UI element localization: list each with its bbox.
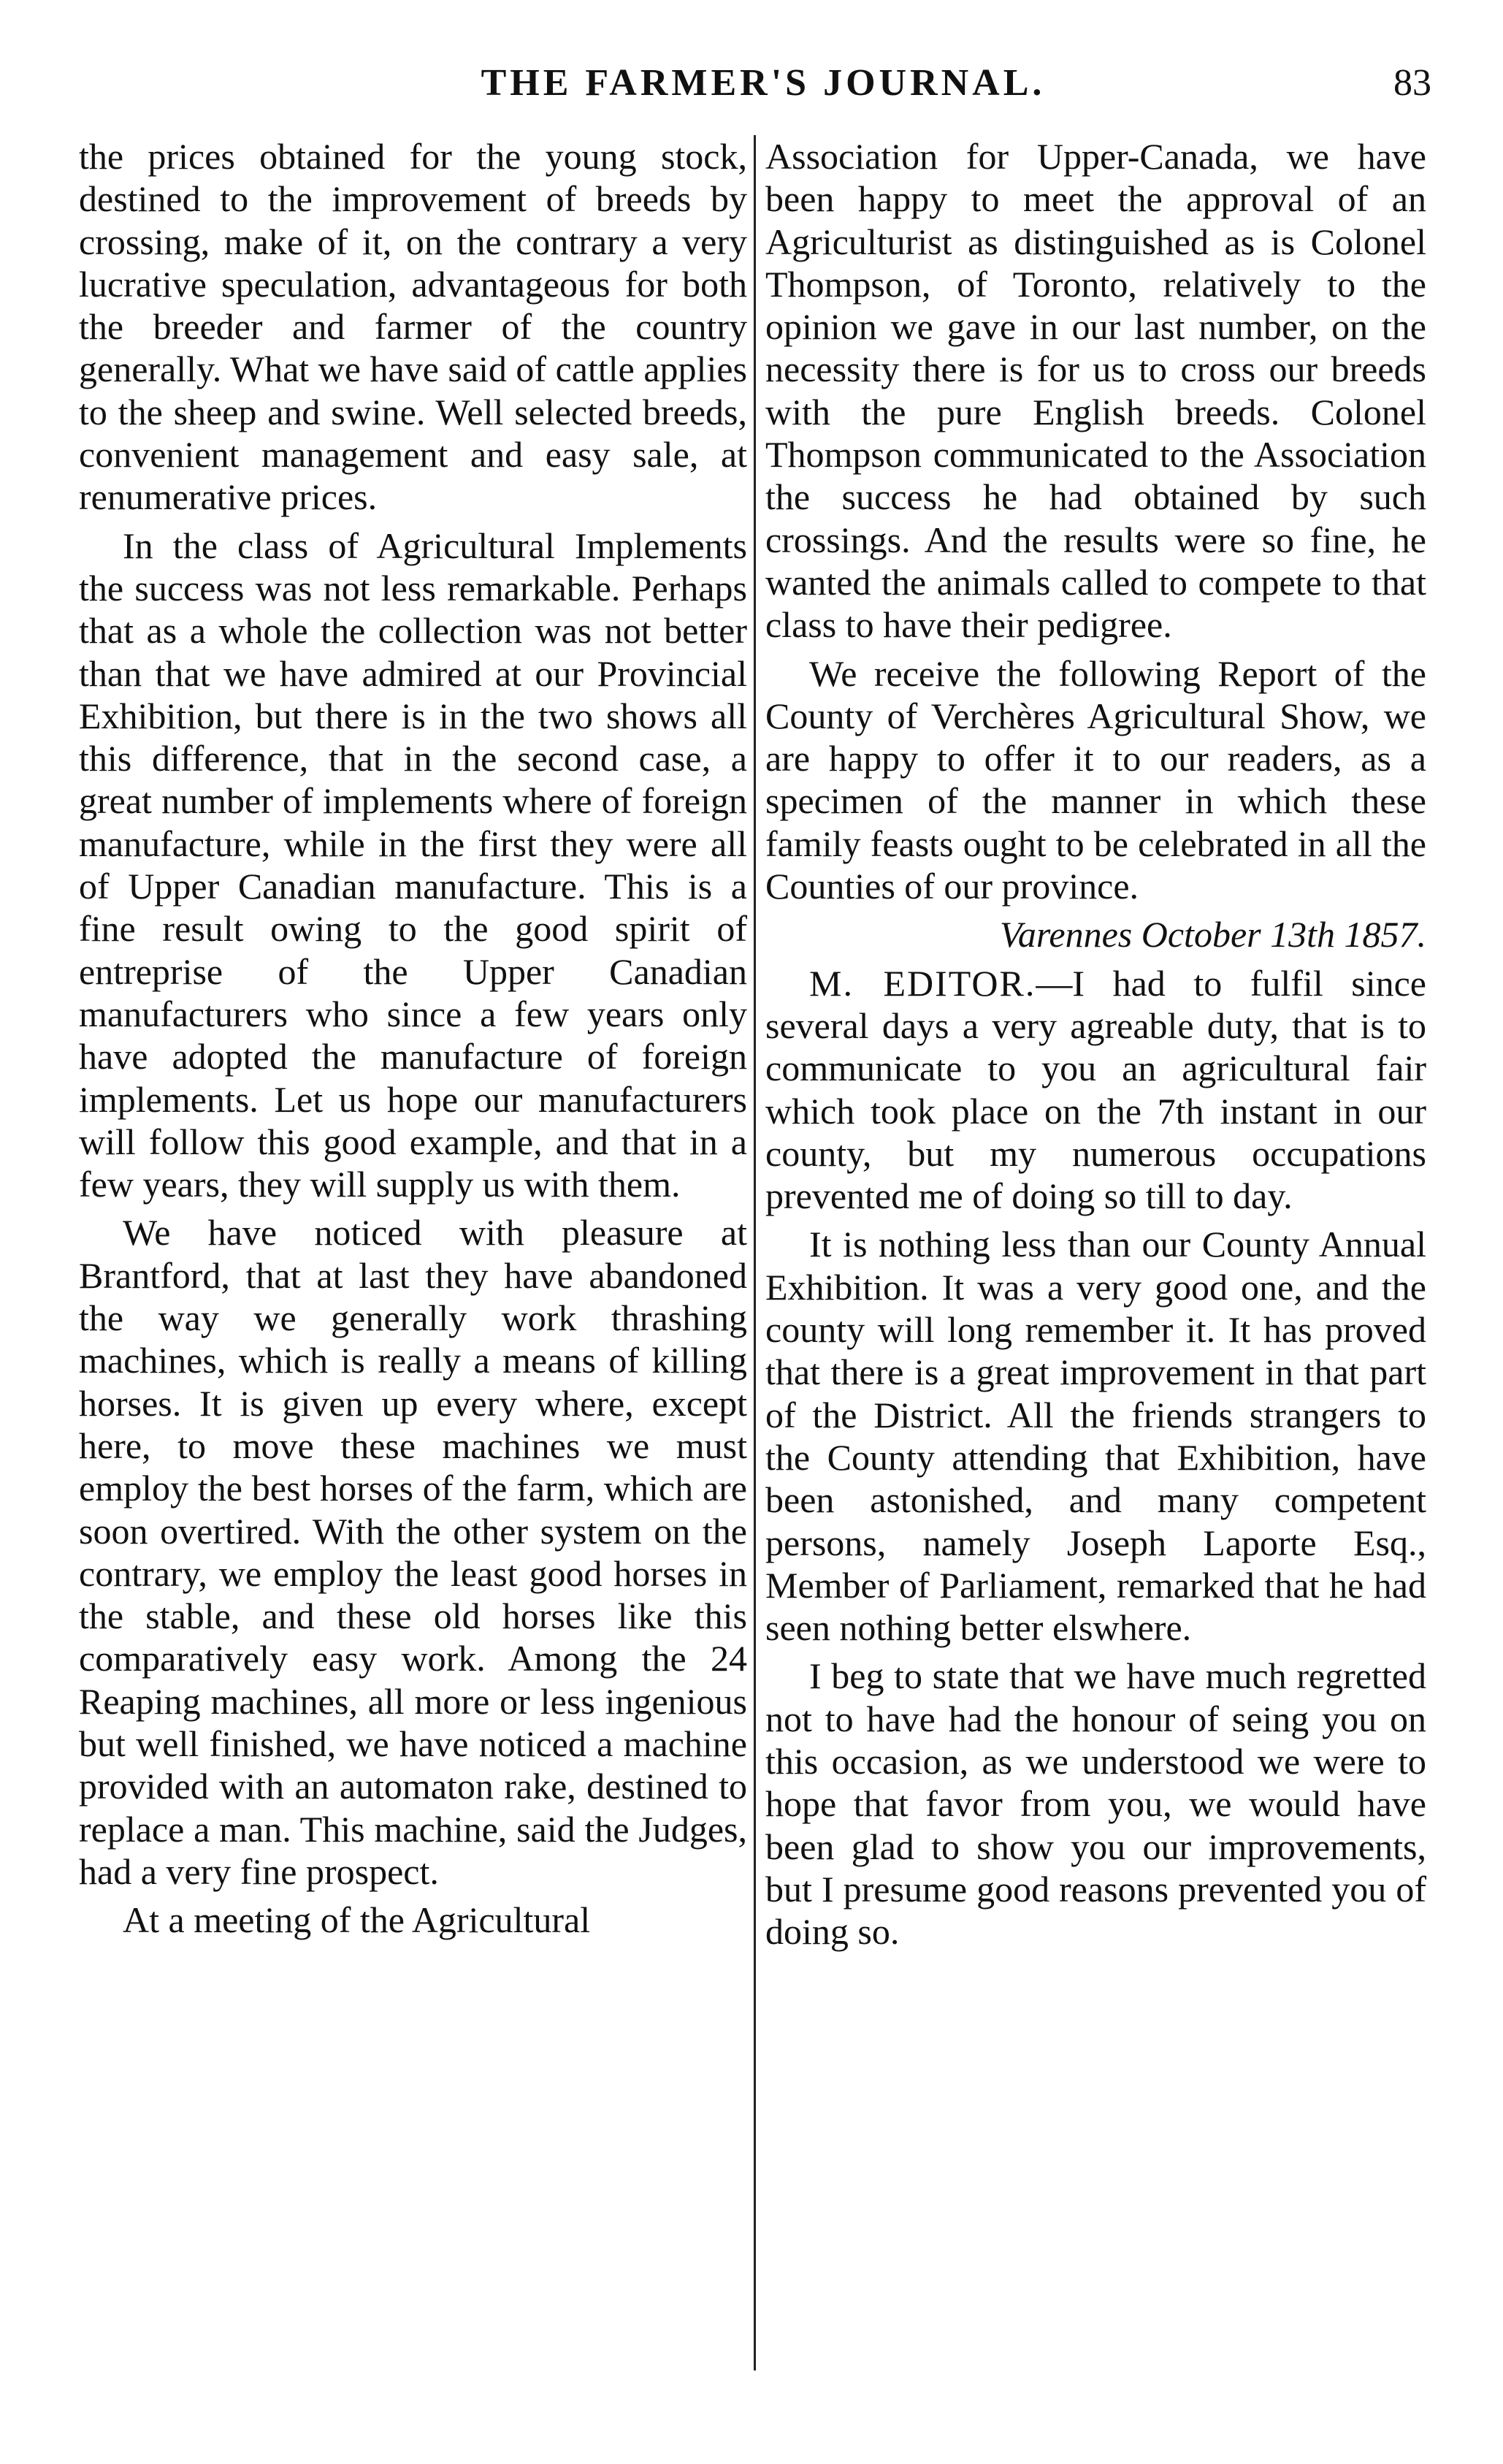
- paragraph: In the class of Agricultural Implements the success was not less remarkable. Perhaps that as a whole the collection was not better than that we have admired at our Provincial Exhibition, but there is in the two shows all this difference, that in the second case, a great number of implements where of foreign manufacture, while in the first they were all of Upper Canadian manufacture. This is a fine result owing to the good spirit of entreprise of the Upper Canadian manufacturers who since a few years only have adopted the manufacture of foreign implements. Let us hope our manufacturers will follow this good example, and that in a few years, they will supply us with them.: [79, 525, 747, 1205]
- paragraph: We receive the following Report of the County of Verchères Agricultural Show, we are happy to offer it to our readers, as a specimen of the manner in which these family feasts ought to be celebrated in all the Counties of our province.: [765, 652, 1426, 907]
- column-divider: [754, 135, 756, 2370]
- paragraph: I beg to state that we have much regretted not to have had the honour of seing you on this occasion, as we understood we were to hope that favor from you, we would have been glad to show you our improvements, but I presume good reasons prevented you of doing so.: [765, 1655, 1426, 1953]
- paragraph: [765, 962, 1426, 1218]
- letter-salutation: M. EDITOR.: [809, 962, 1036, 1004]
- paragraph: We have noticed with pleasure at Brantford, that at last they have abandoned the way we generally work thrashing machines, which is really a means of killing horses. It is given up every where, except here, to move these machines we must employ the best horses of the farm, which are soon overtired. With the other system on the contrary, we employ the least good horses in the stable, and these old horses like this comparatively easy work. Among the 24 Reaping machines, all more or less ingenious but well finished, we have noticed a machine provided with an automaton rake, destined to replace a man. This machine, said the Judges, had a very fine prospect.: [79, 1212, 747, 1892]
- paragraph: the prices obtained for the young stock, destined to the improvement of breeds by crossing, make of it, on the contrary a very lucrative speculation, advantageous for both the breeder and farmer of the country generally. What we have said of cattle applies to the sheep and swine. Well selected breeds, convenient management and easy sale, at renumerative prices.: [79, 136, 747, 518]
- right-column: [765, 135, 1426, 1953]
- page-number: 83: [1393, 62, 1431, 104]
- letter-dateline: Varennes October 13th 1857.: [999, 914, 1426, 956]
- running-head: THE FARMER'S JOURNAL.: [481, 62, 1046, 104]
- left-column: [79, 135, 747, 1941]
- letter-opening: —I had to fulfil since several days a very agreable duty, that is to communicate to you an agricultural fair which took place on the 7th instant in our county, but my numerous occupations prevented me of doing so till to day.: [765, 962, 1427, 1217]
- paragraph: It is nothing less than our County Annual Exhibition. It was a very good one, and the county will long remember it. It has proved that there is a great improvement in that part of the District. All the friends strangers to the County attending that Exhibition, have been astonished, and many competent persons, namely Joseph Laporte Esq., Member of Parliament, remarked that he had seen nothing better elswhere.: [765, 1224, 1426, 1649]
- page-header: [73, 57, 1453, 123]
- paragraph: At a meeting of the Agricultural: [123, 1899, 591, 1941]
- paragraph: Association for Upper-Canada, we have been happy to meet the approval of an Agriculturist as distinguished as is Colonel Thompson, of Toronto, relatively to the opinion we gave in our last number, on the necessity there is for us to cross our breeds with the pure English breeds. Colonel Thompson communicated to the Association the success he had obtained by such crossings. And the results were so fine, he wanted the animals called to compete to that class to have their pedigree.: [765, 136, 1426, 646]
